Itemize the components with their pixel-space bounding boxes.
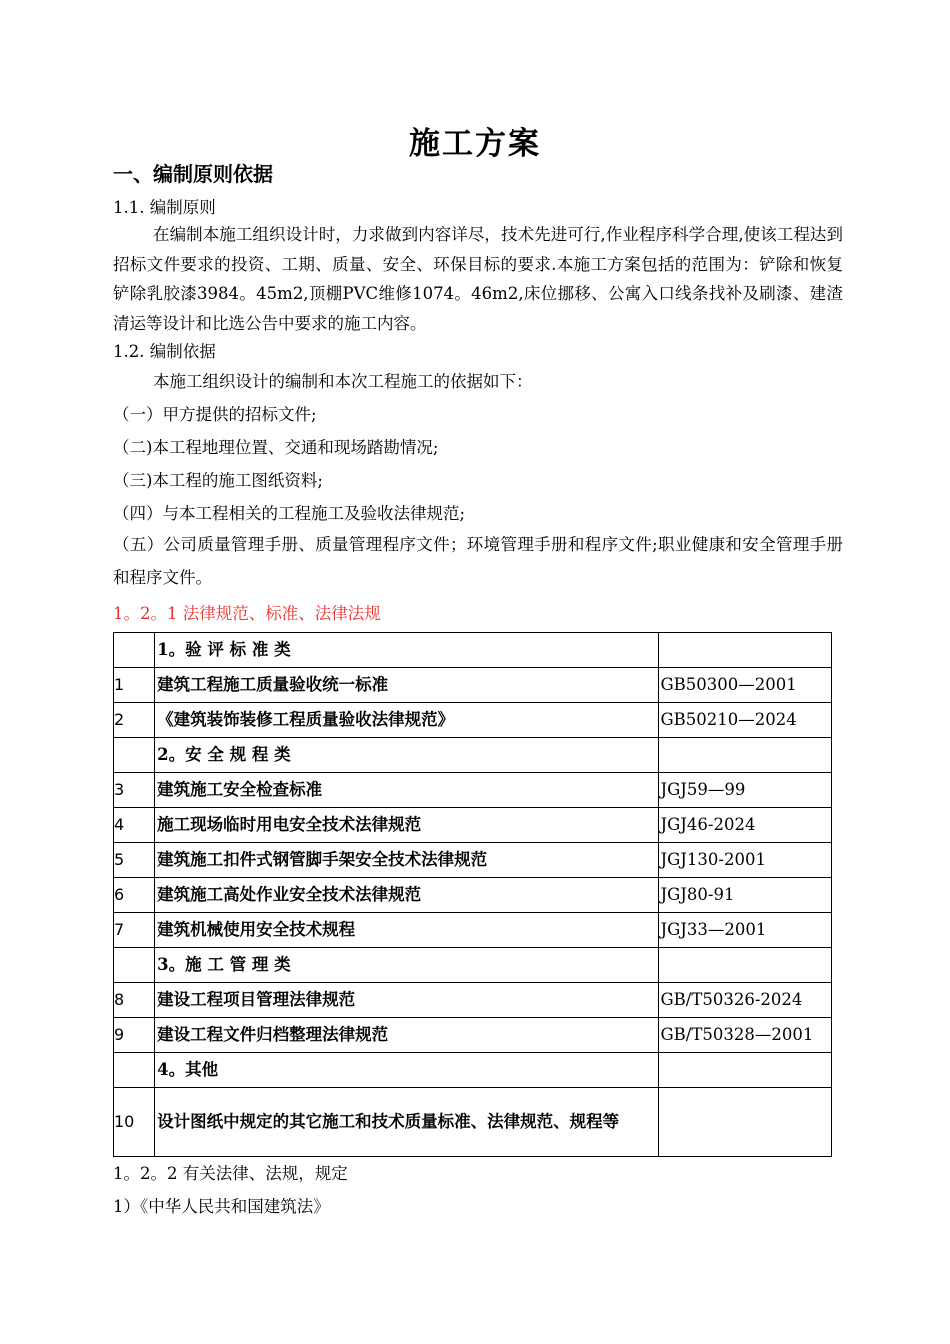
standard-name-cell: 3。施 工 管 理 类 [155,948,658,983]
standard-code-cell: GB/T50328—2001 [658,1018,832,1053]
standard-name-cell: 建设工程项目管理法律规范 [155,983,658,1018]
basis-item-1: （一）甲方提供的招标文件; [113,405,317,424]
table-row [114,983,832,1018]
table-row [114,1088,832,1157]
table-row [114,703,832,738]
standard-code-cell: JGJ130-2001 [658,843,832,878]
subsection-heading-1-1: 1.1. 编制原则 [113,198,216,217]
table-category-row [114,738,832,773]
standard-name-cell: 建筑施工高处作业安全技术法律规范 [155,878,658,913]
standard-code-cell: JGJ33—2001 [658,913,832,948]
row-number-cell [114,1053,155,1088]
standard-name-cell: 2。安 全 规 程 类 [155,738,658,773]
standard-code-cell [658,1053,832,1088]
standard-name-cell: 建筑施工扣件式钢管脚手架安全技术法律规范 [155,843,658,878]
table-row [114,1018,832,1053]
page-title: 施工方案 [409,126,541,162]
row-number-cell [114,633,155,668]
table-row [114,808,832,843]
standard-name-cell: 设计图纸中规定的其它施工和技术质量标准、法律规范、规程等 [155,1088,658,1157]
standard-name-cell: 《建筑装饰装修工程质量验收法律规范》 [155,703,658,738]
standard-code-cell [658,738,832,773]
table-category-row [114,633,832,668]
row-number-cell: 3 [114,773,155,808]
standard-name-cell: 建筑工程施工质量验收统一标准 [155,668,658,703]
row-number-cell: 5 [114,843,155,878]
subsection-heading-1-2: 1.2. 编制依据 [113,342,216,361]
row-number-cell: 10 [114,1088,155,1157]
row-number-cell [114,948,155,983]
row-number-cell: 9 [114,1018,155,1053]
standard-name-cell: 1。验 评 标 准 类 [155,633,658,668]
row-number-cell: 4 [114,808,155,843]
standard-name-cell: 施工现场临时用电安全技术法律规范 [155,808,658,843]
subsection-heading-1-2-1: 1。2。1 法律规范、标准、法律法规 [113,604,381,623]
table-category-row [114,948,832,983]
table-row [114,878,832,913]
row-number-cell [114,738,155,773]
basis-item-2: （二)本工程地理位置、交通和现场踏勘情况; [113,438,439,457]
row-number-cell: 6 [114,878,155,913]
basis-intro: 本施工组织设计的编制和本次工程施工的依据如下： [153,372,533,391]
standard-code-cell [658,948,832,983]
table-row [114,773,832,808]
subsection-heading-1-2-2: 1。2。2 有关法律、法规，规定 [113,1164,348,1183]
table-row [114,913,832,948]
table-row [114,668,832,703]
table-category-row [114,1053,832,1088]
standard-code-cell: JGJ80-91 [658,878,832,913]
standard-code-cell: GB50300—2001 [658,668,832,703]
row-number-cell: 8 [114,983,155,1018]
basis-item-3: （三)本工程的施工图纸资料; [113,471,323,490]
standard-code-cell [658,633,832,668]
standard-code-cell: GB/T50326-2024 [658,983,832,1018]
row-number-cell: 2 [114,703,155,738]
standard-code-cell: GB50210—2024 [658,703,832,738]
law-list-item-1: 1）《中华人民共和国建筑法》 [113,1197,330,1216]
row-number-cell: 7 [114,913,155,948]
standard-code-cell: JGJ59—99 [658,773,832,808]
standard-code-cell [658,1088,832,1157]
standard-name-cell: 4。其他 [155,1053,658,1088]
row-number-cell: 1 [114,668,155,703]
table-row [114,843,832,878]
standard-name-cell: 建筑机械使用安全技术规程 [155,913,658,948]
standards-table [113,632,832,1157]
principle-paragraph: 在编制本施工组织设计时，力求做到内容详尽，技术先进可行,作业程序科学合理,使该工程达到招标文件要求的投资、工期、质量、安全、环保目标的要求.本施工方案包括的范围为：铲除和恢复铲除乳胶漆3984。45m2,顶棚PVC维修1074。46m2,床位挪移、公寓入口线条找补及刷漆、建渣清运等设计和比选公告中要求的施工内容。 [113,225,843,333]
standard-code-cell: JGJ46-2024 [658,808,832,843]
section-heading-1: 一、编制原则依据 [113,162,273,186]
basis-item-5: （五）公司质量管理手册、质量管理程序文件；环境管理手册和程序文件;职业健康和安全管理手册和程序文件。 [113,535,843,587]
standard-name-cell: 建筑施工安全检查标准 [155,773,658,808]
standard-name-cell: 建设工程文件归档整理法律规范 [155,1018,658,1053]
basis-item-4: （四）与本工程相关的工程施工及验收法律规范; [113,504,466,523]
